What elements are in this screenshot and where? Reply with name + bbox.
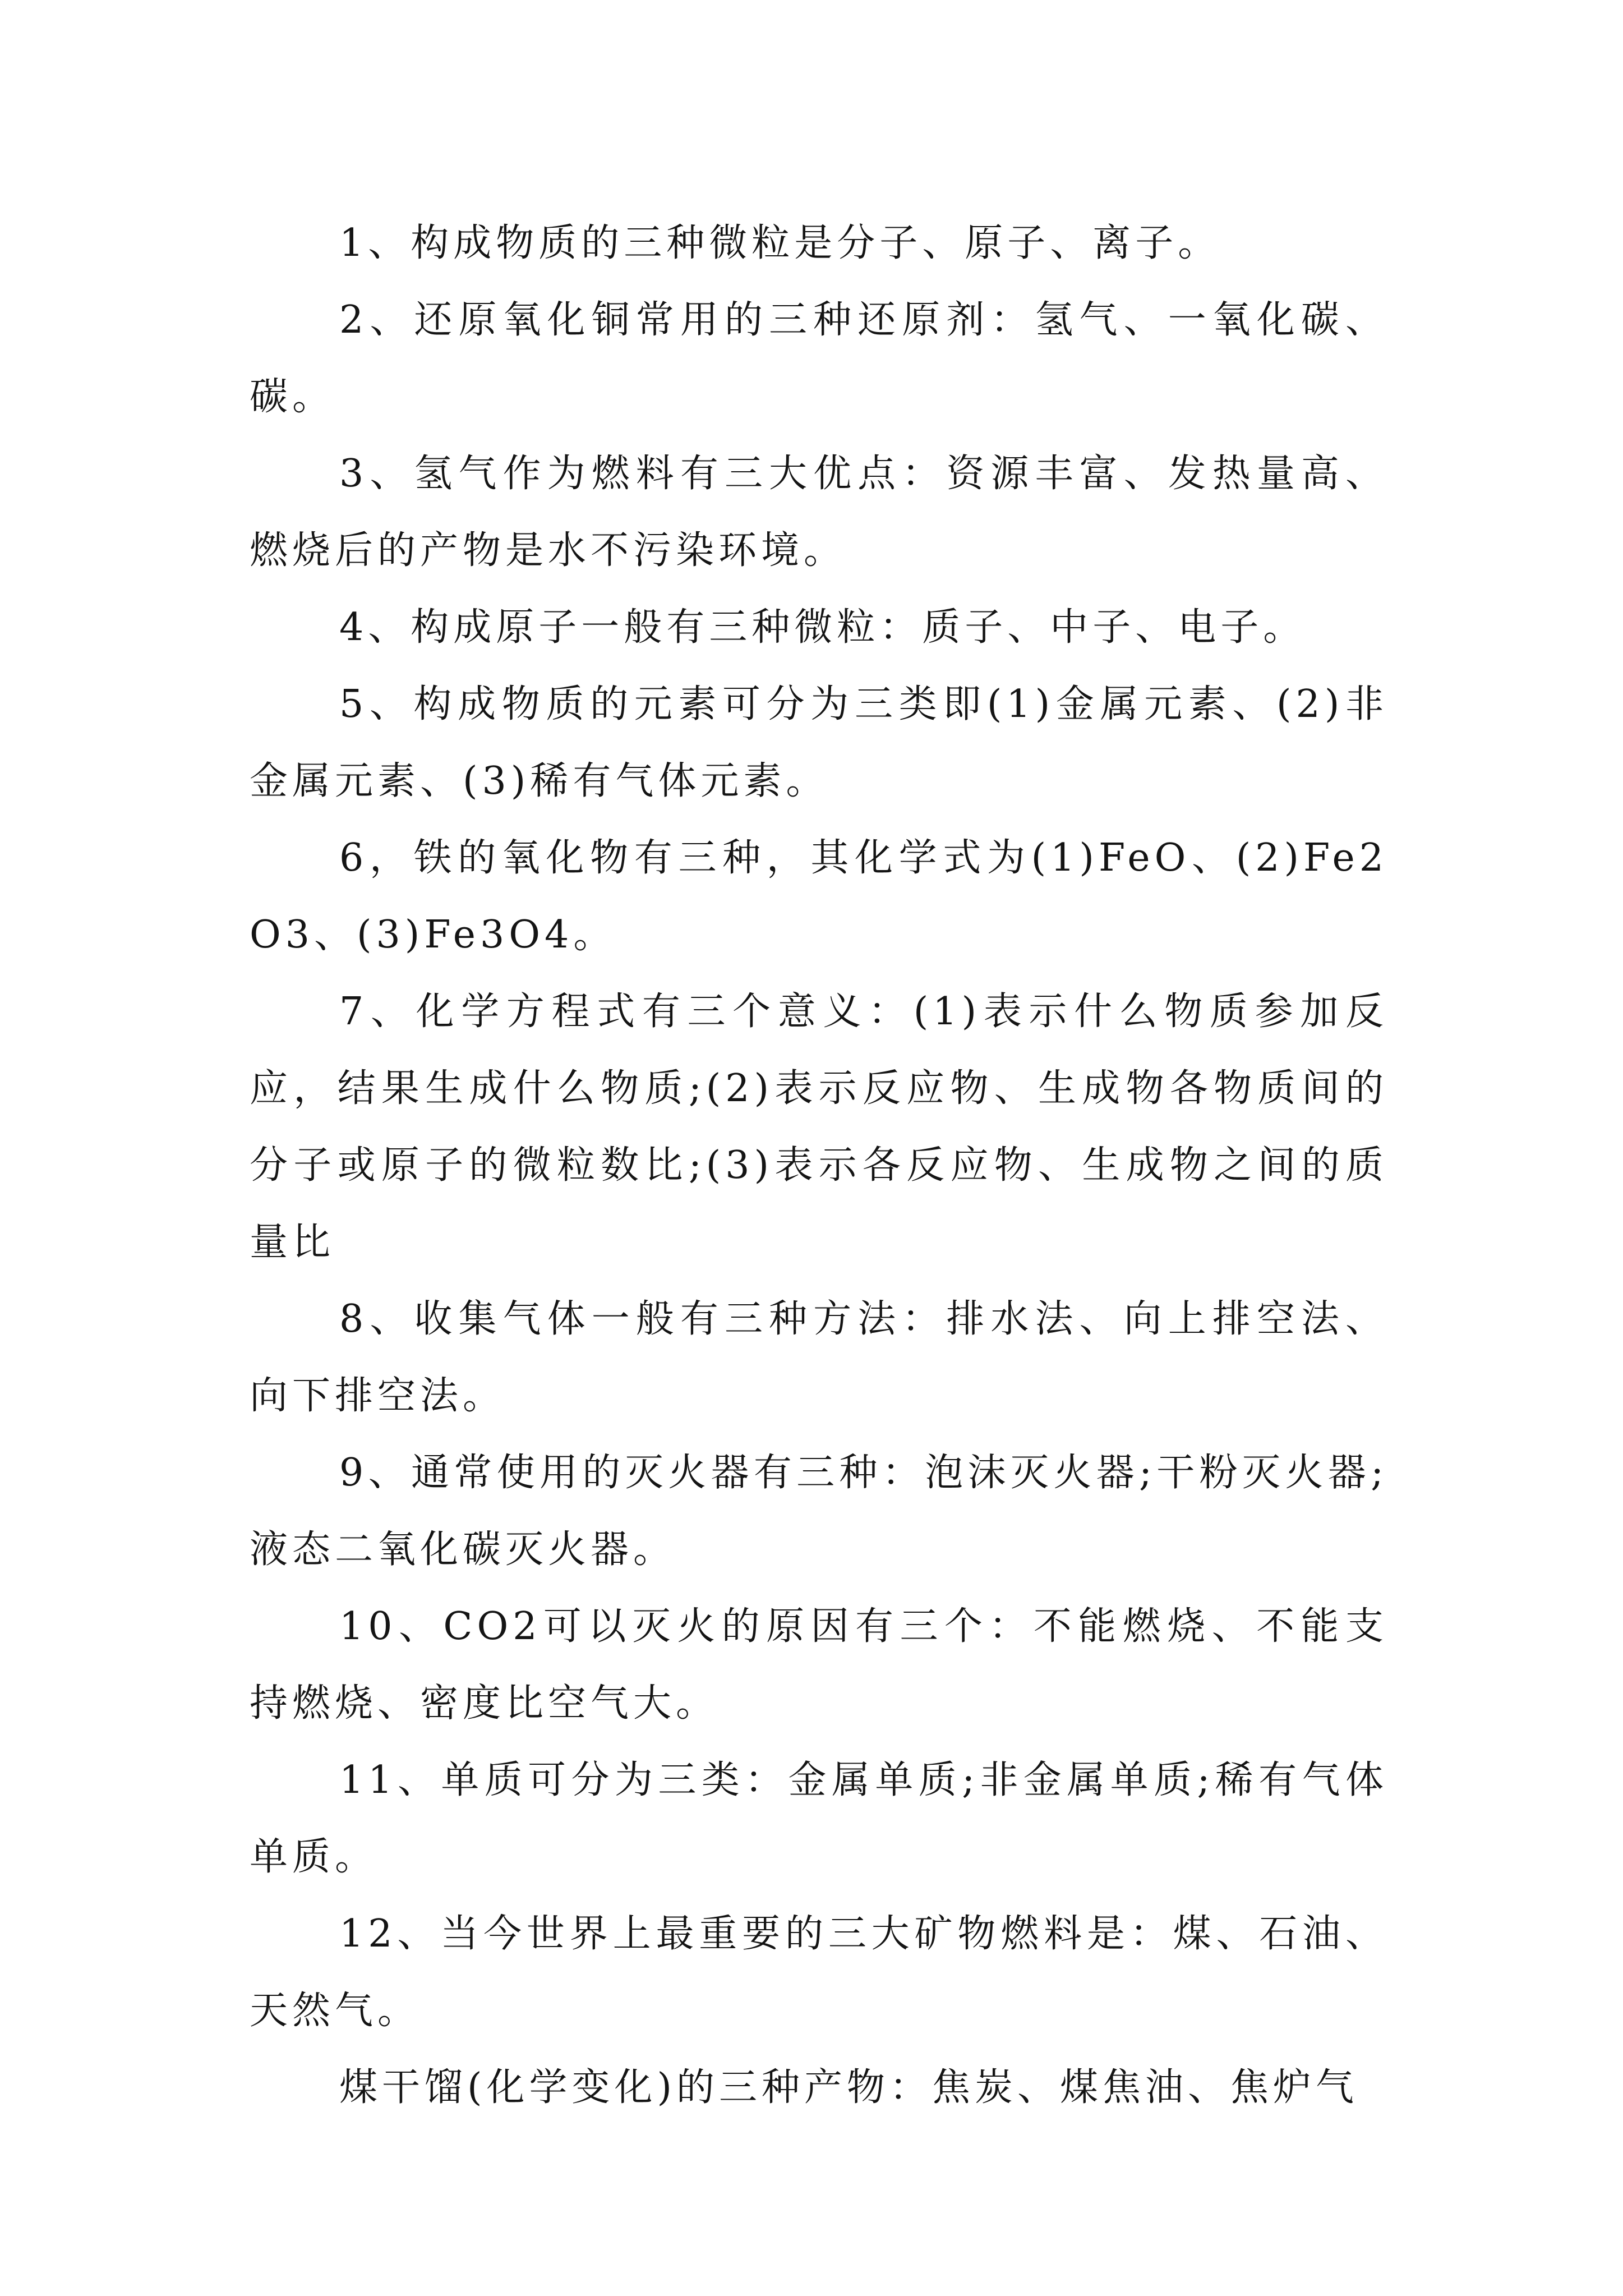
paragraph-9: 9、通常使用的灭火器有三种：泡沫灭火器;干粉灭火器;液态二氧化碳灭火器。 xyxy=(250,1451,1388,1572)
paragraph-5: 5、构成物质的元素可分为三类即(1)金属元素、(2)非金属元素、(3)稀有气体元素。 xyxy=(250,682,1388,803)
paragraph-1: 1、构成物质的三种微粒是分子、原子、离子。 xyxy=(339,221,1221,265)
paragraph-4: 4、构成原子一般有三种微粒：质子、中子、电子。 xyxy=(339,605,1306,650)
paragraph-2: 2、还原氧化铜常用的三种还原剂：氢气、一氧化碳、碳。 xyxy=(250,298,1388,419)
paragraph-7: 7、化学方程式有三个意义：(1)表示什么物质参加反应，结果生成什么物质;(2)表示反应物、生成物各物质间的分子或原子的微粒数比;(3)表示各反应物、生成物之间的质量比 xyxy=(250,990,1388,1264)
paragraph-13: 煤干馏(化学变化)的三种产物：焦炭、煤焦油、焦炉气 xyxy=(339,2065,1359,2110)
paragraph-12: 12、当今世界上最重要的三大矿物燃料是：煤、石油、天然气。 xyxy=(250,1912,1388,2033)
paragraph-11: 11、单质可分为三类：金属单质;非金属单质;稀有气体单质。 xyxy=(250,1758,1388,1879)
paragraph-3: 3、氢气作为燃料有三大优点：资源丰富、发热量高、燃烧后的产物是水不污染环境。 xyxy=(250,452,1388,573)
document-body xyxy=(250,205,1388,2126)
paragraph-8: 8、收集气体一般有三种方法：排水法、向上排空法、向下排空法。 xyxy=(250,1297,1388,1418)
paragraph-10: 10、CO2可以灭火的原因有三个：不能燃烧、不能支持燃烧、密度比空气大。 xyxy=(250,1604,1388,1726)
paragraph-6: 6，铁的氧化物有三种，其化学式为(1)FeO、(2)Fe2O3、(3)Fe3O4。 xyxy=(250,836,1388,957)
